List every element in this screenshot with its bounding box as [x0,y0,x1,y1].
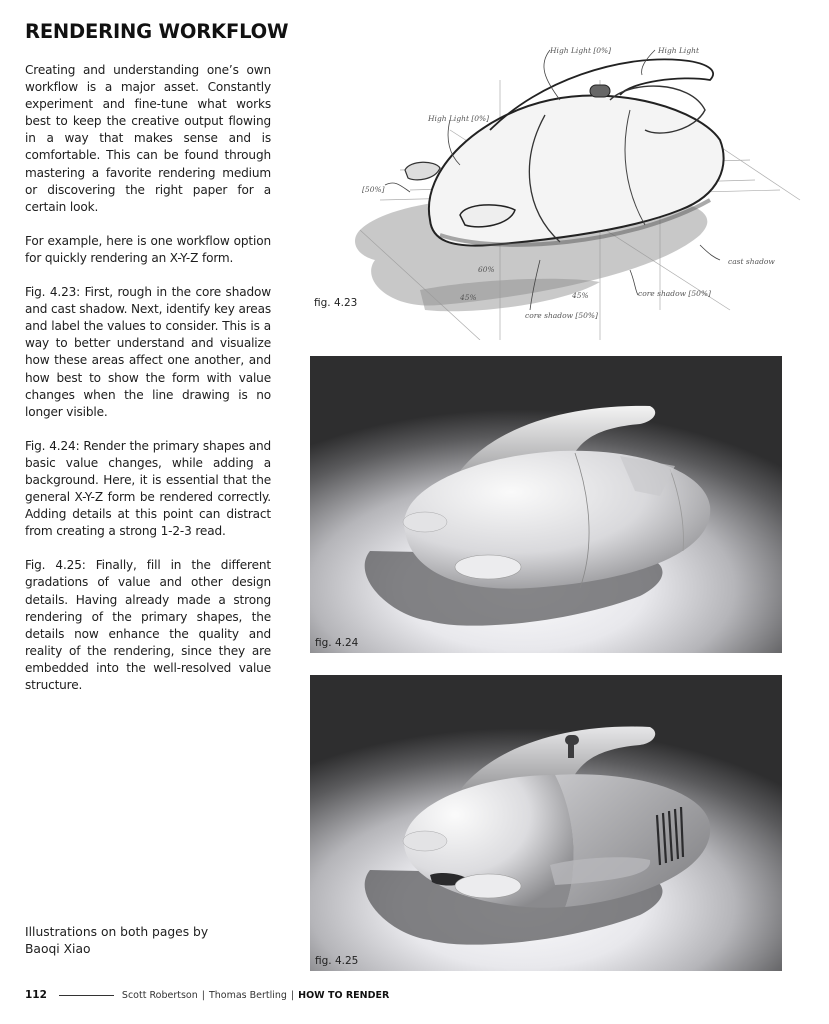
page-number: 112 [25,989,47,1001]
rear-bumper [403,831,447,851]
annotation-cast-shadow: cast shadow [728,257,775,266]
footer-author-2: Thomas Bertling [208,989,287,1001]
front-bumper [455,874,521,898]
credit-line-1: Illustrations on both pages by [25,925,209,939]
annotation-core-shadow-bottom: core shadow [50%] [525,311,598,320]
front-bumper [455,555,521,579]
annotation-left-value: [50%] [362,185,385,194]
footer-rule [59,995,114,996]
annotation-highlight-top: High Light [0%] [550,46,612,55]
annotation-pct-c: 60% [478,265,495,274]
figure-label: fig. 4.25 [315,955,359,967]
figure-label: fig. 4.24 [315,637,359,649]
footer-author-1: Scott Robertson [121,989,198,1001]
figure-4-25-render [310,675,782,971]
rear-bumper [403,512,447,532]
annotation-highlight-right: High Light [658,46,699,55]
intro-paragraph: Creating and understanding one’s own workflow is a major asset. Constantly experiment and fine-tune what works best to keep the creative output flowing in a way that makes sense and is comfortable. This can be found through mastering a favorite rendering medium or discovering the right paper for a certain look. [25,63,271,214]
illustration-credit [25,924,275,958]
fig-4-24-caption: Fig. 4.24: Render the primary shapes and basic value changes, while adding a background. Here, it is essential that the general X-Y-Z form be rendered correctly. Adding details at this point can distract from creating a strong 1-2-3 read. [25,438,271,539]
fig-4-23-caption: Fig. 4.23: First, rough in the core shadow and cast shadow. Next, identify key areas and label the values to consider. This is a way to better understand and visualize how these areas affect one another, and how best to show the form with value changes when the line drawing is no longer visible. [25,285,271,419]
credit-line-2: Baoqi Xiao [25,942,91,956]
vacuum-render-basic [310,356,782,653]
rear-housing [555,774,710,907]
figure-4-24-render [310,356,782,653]
knob-sketch [590,85,610,97]
annotation-pct-a: 45% [460,293,477,302]
sketch-illustration [300,20,829,340]
figure-4-23-sketch [300,20,829,340]
body-text [25,62,271,711]
figure-label: fig. 4.23 [314,297,358,309]
page-title: RENDERING WORKFLOW [25,20,289,43]
annotation-core-shadow-right: core shadow [50%] [638,289,711,298]
footer-separator: | [201,989,205,1001]
page-footer [25,989,389,1001]
annotation-pct-b: 45% [572,291,589,300]
footer-separator: | [290,989,295,1001]
vacuum-render-detailed [310,675,782,971]
annotation-highlight-left: High Light [0%] [428,114,490,123]
example-paragraph: For example, here is one workflow option for quickly rendering an X-Y-Z form. [25,233,271,265]
footer-book-title: HOW TO RENDER [298,989,390,1001]
fig-4-25-caption: Fig. 4.25: Finally, fill in the different gradations of value and other design details. Having already made a strong rendering of the primary shapes, the details now enhance the quality and reality of the rendering, since they are embedded into the well-resolved value structure. [25,558,271,692]
